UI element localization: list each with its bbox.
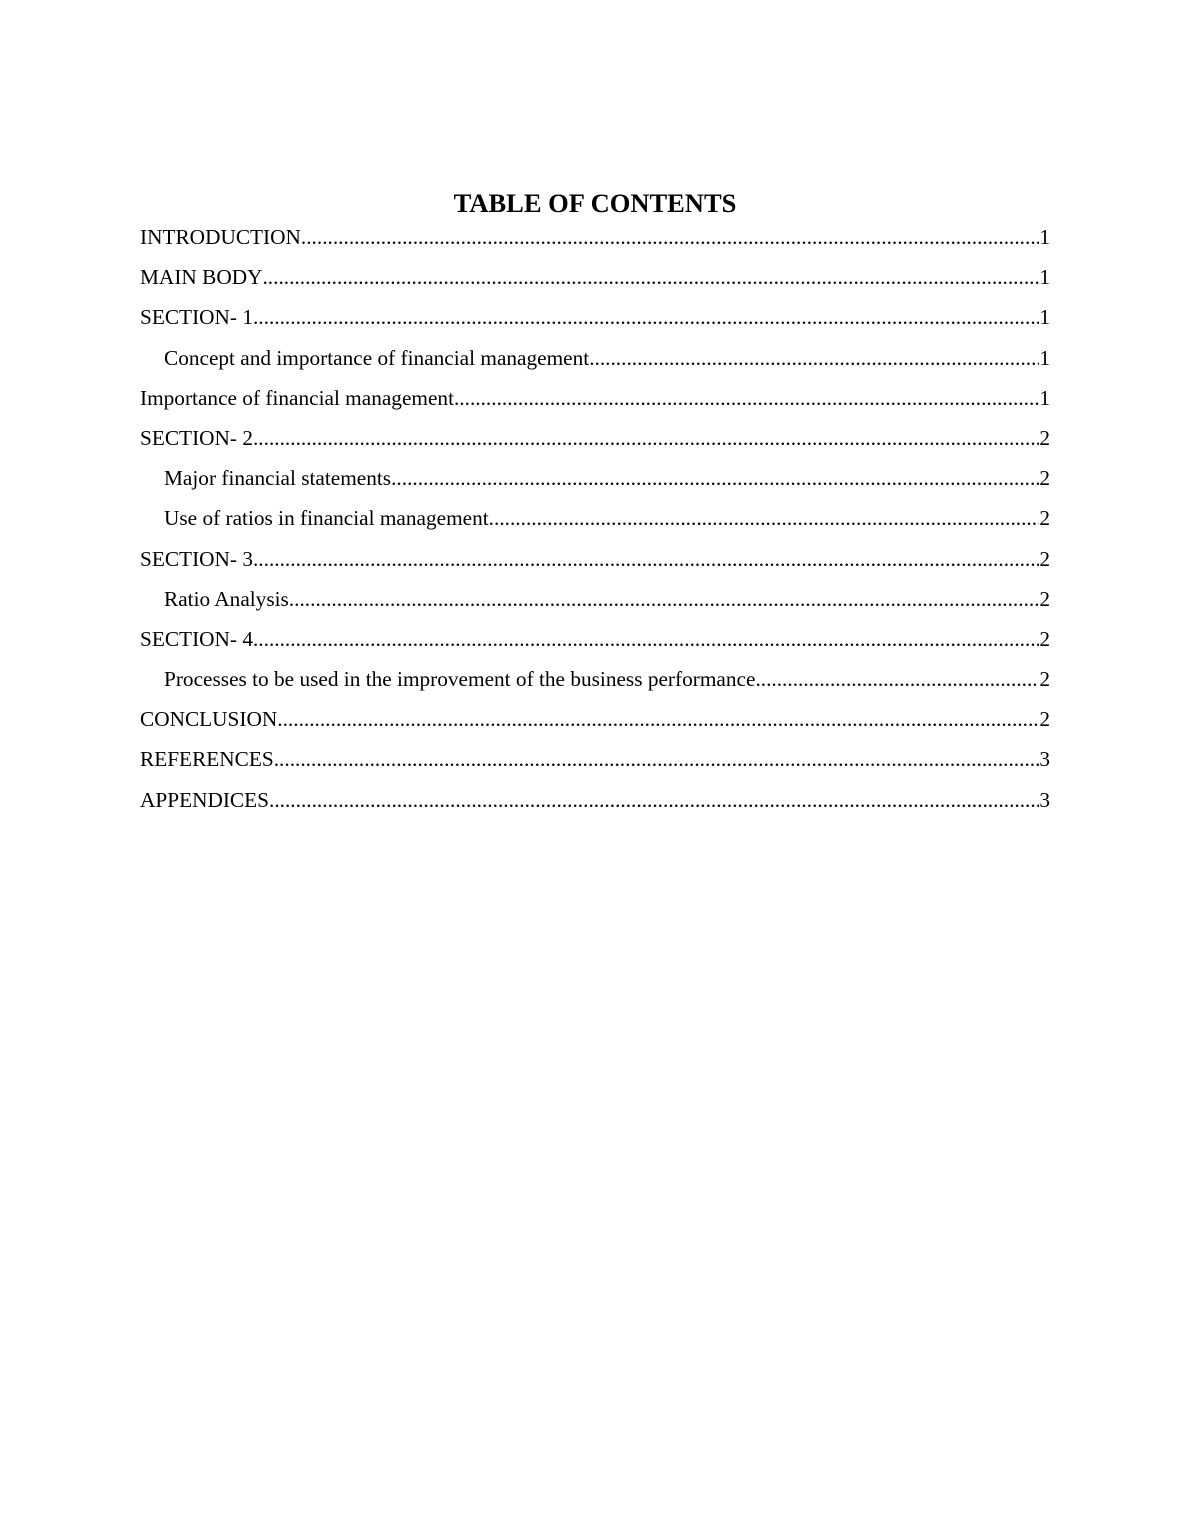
toc-entry-label: Processes to be used in the improvement of the business performance [164, 667, 756, 692]
dot-leader [454, 383, 1039, 413]
toc-page-number: 1 [1039, 345, 1050, 370]
toc-entry-major-statements[interactable] [140, 463, 1050, 503]
toc-page-number: 2 [1039, 425, 1050, 450]
toc-entry-label: INTRODUCTION [140, 225, 301, 249]
dot-leader [489, 503, 1040, 533]
toc-entry-use-of-ratios[interactable] [140, 503, 1050, 543]
table-of-contents [140, 222, 1050, 825]
toc-entry-label: SECTION- 2 [140, 425, 253, 450]
toc-entry-section-2[interactable] [140, 423, 1050, 463]
toc-page-number: 1 [1039, 305, 1050, 330]
dot-leader [253, 423, 1039, 453]
dot-leader [277, 704, 1039, 734]
toc-entry-label: Ratio Analysis [164, 586, 289, 611]
toc-page-number: 2 [1039, 626, 1050, 651]
toc-page-number: 3 [1039, 747, 1050, 772]
toc-entry-section-1[interactable] [140, 302, 1050, 342]
dot-leader [269, 785, 1039, 815]
toc-entry-label: Concept and importance of financial management [164, 345, 590, 370]
dot-leader [253, 544, 1039, 574]
toc-entry-concept-importance[interactable] [140, 343, 1050, 383]
dot-leader [755, 664, 1039, 694]
toc-page-number: 1 [1039, 265, 1050, 290]
dot-leader [391, 463, 1039, 493]
dot-leader [253, 302, 1039, 332]
toc-entry-ratio-analysis[interactable] [140, 584, 1050, 624]
toc-page-number: 2 [1039, 707, 1050, 732]
toc-entry-introduction[interactable] [140, 222, 1050, 262]
toc-entry-appendices[interactable] [140, 785, 1050, 825]
dot-leader [301, 222, 1039, 252]
toc-entry-references[interactable] [140, 744, 1050, 784]
dot-leader [274, 744, 1040, 774]
toc-entry-conclusion[interactable] [140, 704, 1050, 744]
toc-page-number: 3 [1039, 787, 1050, 812]
toc-page-number: 1 [1039, 225, 1050, 249]
toc-entry-importance[interactable] [140, 383, 1050, 423]
toc-page-number: 1 [1039, 385, 1050, 410]
toc-page-number: 2 [1039, 586, 1050, 611]
toc-page-number: 2 [1039, 546, 1050, 571]
toc-entry-label: Importance of financial management [140, 385, 454, 410]
toc-entry-label: SECTION- 1 [140, 305, 253, 330]
dot-leader [262, 262, 1039, 292]
toc-page-number: 2 [1039, 466, 1050, 491]
toc-entry-label: Use of ratios in financial management [164, 506, 489, 531]
toc-entry-main-body[interactable] [140, 262, 1050, 302]
toc-entry-label: CONCLUSION [140, 707, 278, 732]
toc-entry-label: APPENDICES [140, 787, 269, 812]
toc-entry-label: Major financial statements [164, 466, 392, 491]
toc-entry-label: MAIN BODY [140, 265, 263, 290]
dot-leader [253, 624, 1039, 654]
toc-entry-label: REFERENCES [140, 747, 274, 772]
toc-entry-processes[interactable] [140, 664, 1050, 704]
toc-entry-section-3[interactable] [140, 544, 1050, 584]
toc-page-number: 2 [1039, 506, 1050, 531]
toc-entry-section-4[interactable] [140, 624, 1050, 664]
toc-entry-label: SECTION- 4 [140, 626, 253, 651]
toc-entry-label: SECTION- 3 [140, 546, 253, 571]
toc-title: TABLE OF CONTENTS [453, 188, 737, 218]
dot-leader [289, 584, 1040, 614]
toc-page-number: 2 [1039, 667, 1050, 692]
dot-leader [589, 343, 1039, 373]
